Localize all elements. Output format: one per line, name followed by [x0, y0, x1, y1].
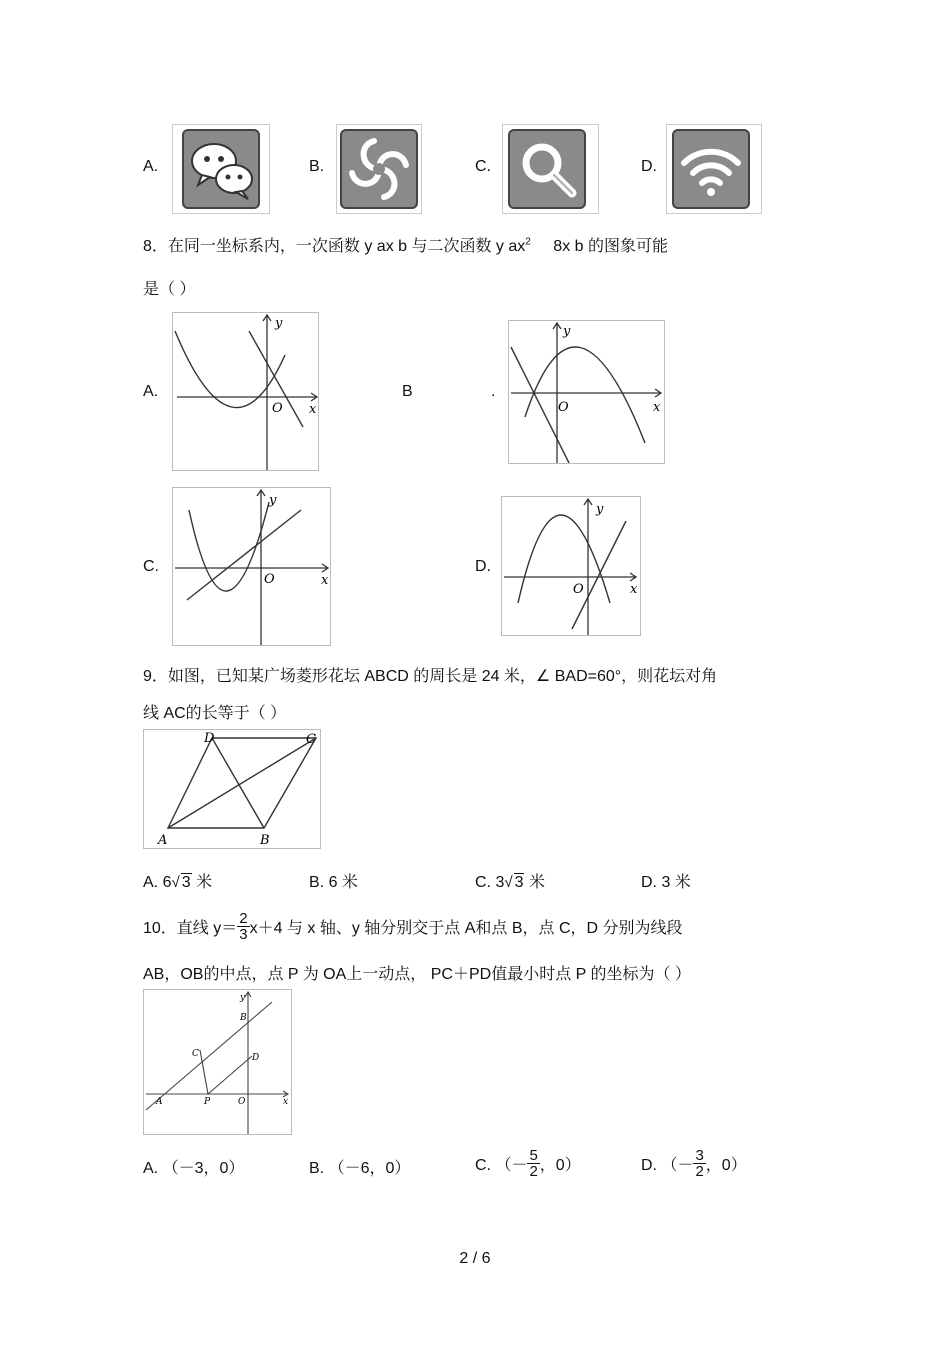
option-b-label: B.	[309, 158, 325, 175]
q8-graph-a	[172, 312, 319, 471]
q9-option-a-root: 3	[181, 874, 191, 891]
q9-option-b: B. 6 米	[309, 874, 358, 891]
q10-option-c-post: ，0）	[539, 1156, 581, 1174]
x-label: x	[630, 582, 638, 597]
q10-option-c-pre: C. （－	[475, 1156, 528, 1174]
q9-stem-line2: 线 AC的长等于（ ）	[143, 705, 287, 722]
swirl-icon	[340, 129, 418, 209]
wifi-icon	[672, 129, 750, 209]
option-c-label: C.	[475, 158, 491, 175]
point-a-label: A	[156, 1097, 163, 1107]
vertex-a-label: A	[158, 833, 168, 848]
q9-option-a-unit: 米	[196, 874, 213, 891]
q9-option-a: A. 6√ 3 米	[143, 874, 213, 891]
q10-stem-post: x＋4 与 x 轴、y 轴分别交于点 A和点 B，点 C，D 分别为线段	[249, 919, 683, 937]
origin-label: O	[272, 401, 283, 416]
q10-option-c	[475, 1143, 581, 1183]
segment-pc	[200, 1050, 208, 1094]
q10-option-d-pre: D. （－	[641, 1156, 694, 1174]
x-label: x	[283, 1097, 289, 1107]
y-label: y	[596, 502, 604, 517]
segment-pd	[208, 1056, 252, 1094]
y-label: y	[269, 493, 277, 508]
vertex-b-label: B	[260, 833, 270, 848]
line	[187, 510, 301, 600]
q9-option-d: D. 3 米	[641, 874, 691, 891]
line	[572, 521, 626, 629]
vertex-d-label: D	[204, 731, 215, 746]
x-label: x	[653, 400, 661, 415]
q9-option-c-root: 3	[514, 874, 524, 891]
q10-stem-line2: AB，OB的中点，点 P 为 OA上一动点， PC＋PD值最小时点 P 的坐标为（ ）	[143, 966, 691, 983]
q8-stem-part2: 8x b 的图象可能	[553, 238, 668, 255]
q8-stem-part1: 8．在同一坐标系内，一次函数 y ax b 与二次函数 y ax	[143, 238, 526, 255]
wechat-icon	[182, 129, 260, 209]
point-p-label: P	[204, 1097, 211, 1107]
parabola	[525, 347, 645, 443]
q9-option-c-unit: 米	[528, 874, 545, 891]
diagonal-bd	[212, 738, 264, 828]
y-label: y	[563, 324, 571, 339]
y-label: y	[275, 316, 283, 331]
q8-option-b-label: B	[402, 383, 413, 400]
origin-label: O	[558, 400, 569, 415]
q10-option-a: A. （－3，0）	[143, 1160, 245, 1177]
q10-option-b: B. （－6，0）	[309, 1160, 411, 1177]
parabola	[518, 515, 610, 603]
q8-stem-line2: 是（ ）	[143, 281, 196, 298]
option-c-image	[502, 124, 599, 214]
q8-option-b-dot: .	[491, 383, 496, 400]
q10-fraction: $\frac{2}{3}$	[239, 909, 248, 943]
q8-graph-d	[501, 496, 641, 636]
page-number: 2 / 6	[459, 1250, 491, 1267]
origin-label: O	[264, 572, 275, 587]
point-d-label: D	[252, 1053, 260, 1063]
q8-option-c-label: C.	[143, 558, 159, 575]
point-b-label: B	[240, 1013, 247, 1023]
origin-label: O	[238, 1097, 246, 1107]
y-label: y	[240, 993, 246, 1003]
q10-stem-pre: 10．直线 y＝	[143, 919, 238, 937]
option-d-label: D.	[641, 158, 657, 175]
q8-graph-b	[508, 320, 665, 464]
q8-graph-c	[172, 487, 331, 646]
parabola	[189, 502, 269, 591]
q9-stem-line1: 9．如图，已知某广场菱形花坛 ABCD 的周长是 24 米，∠ BAD=60°，则花坛对角	[143, 668, 718, 685]
option-a-image	[172, 124, 270, 214]
x-label: x	[309, 402, 317, 417]
point-c-label: C	[192, 1049, 199, 1059]
q8-exponent: 2	[525, 236, 531, 248]
q9-option-a-prefix: A. 6	[143, 874, 172, 891]
option-a-label: A.	[143, 158, 159, 175]
q10-line-figure	[143, 989, 292, 1135]
q9-rhombus-figure	[143, 729, 321, 849]
magnifier-icon	[508, 129, 586, 209]
q10-option-d-post: ，0）	[705, 1156, 747, 1174]
parabola	[175, 331, 285, 408]
q8-option-d-label: D.	[475, 558, 491, 575]
vertex-c-label: C	[306, 732, 316, 747]
q10-option-c-fraction: $\frac{5}{2}$	[529, 1146, 538, 1180]
q9-option-c: C. 3√ 3 米	[475, 874, 545, 891]
q10-option-d	[641, 1143, 747, 1183]
q10-stem-line1	[143, 906, 683, 946]
q8-stem-line1	[143, 233, 668, 256]
x-label: x	[321, 573, 329, 588]
option-b-image	[336, 124, 422, 214]
q8-option-a-label: A.	[143, 383, 159, 400]
option-d-image	[666, 124, 762, 214]
origin-label: O	[573, 582, 584, 597]
q9-option-c-prefix: C. 3	[475, 874, 505, 891]
q10-option-d-fraction: $\frac{3}{2}$	[695, 1146, 704, 1180]
